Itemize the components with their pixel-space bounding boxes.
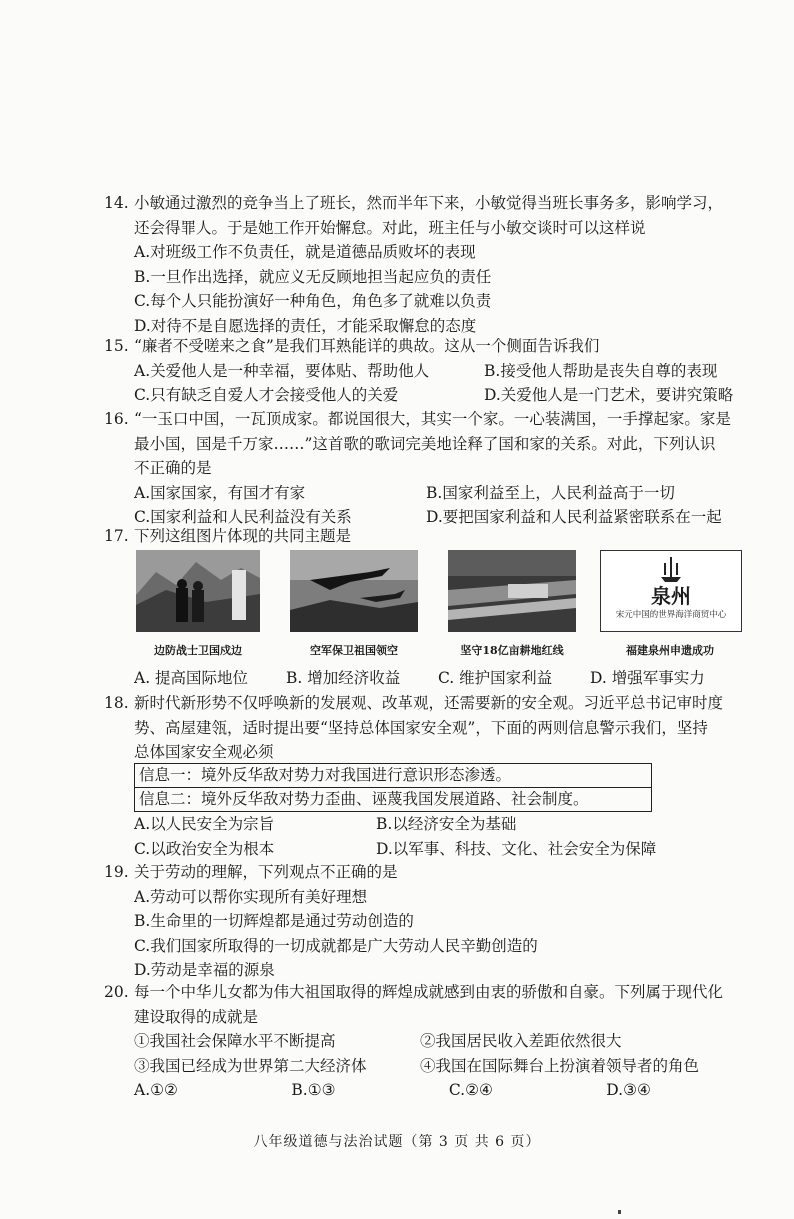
quanzhou-logo-card <box>600 550 742 632</box>
option-a: A.①② <box>134 1081 178 1099</box>
option-b: B.以经济安全为基础 <box>376 815 517 833</box>
question-16 <box>104 407 754 530</box>
option-a: A.关爱他人是一种幸福，要体贴、帮助他人 <box>134 361 430 380</box>
statement-1: ①我国社会保障水平不断提高 <box>134 1032 336 1050</box>
question-18-options <box>104 812 754 861</box>
question-17 <box>104 524 754 549</box>
picture-group <box>130 550 750 665</box>
question-number: 19. <box>104 863 129 881</box>
option-d: D. 增强军事实力 <box>590 669 705 687</box>
options-row <box>134 1078 754 1103</box>
info-one: 信息一：境外反华敌对势力对我国进行意识形态渗透。 <box>139 766 512 784</box>
option-c: C.我们国家所取得的一切成就都是广大劳动人民辛勤创造的 <box>134 936 538 955</box>
option-a: A.国家国家，有国才有家 <box>134 483 306 502</box>
caption-1: 边防战士卫国戍边 <box>154 644 242 657</box>
statements-row <box>134 1054 754 1079</box>
option-d: D.要把国家利益和人民利益紧密联系在一起 <box>426 508 722 526</box>
question-15 <box>104 334 754 408</box>
fighter-jets-photo <box>290 550 418 632</box>
question-stem: 关于劳动的理解，下列观点不正确的是 <box>134 863 398 881</box>
options-row <box>134 481 754 506</box>
question-stem: 新时代新形势不仅呼唤新的发展观、改革观，还需要新的安全观。习近平总书记审时度 <box>134 694 724 712</box>
option-c: C. 维护国家利益 <box>438 669 553 687</box>
option-b: B.接受他人帮助是丧失自尊的表现 <box>484 361 718 380</box>
option-c: C.以政治安全为根本 <box>134 839 275 858</box>
option-d: D.劳动是幸福的源泉 <box>134 961 275 979</box>
option-a: A.以人民安全为宗旨 <box>134 815 275 833</box>
question-number: 16. <box>104 410 129 428</box>
question-stem: 每一个中华儿女都为伟大祖国取得的辉煌成就感到由衷的骄傲和自豪。下列属于现代化 <box>134 983 724 1001</box>
question-stem: “一玉口中国，一瓦顶成家。都说国很大，其实一个家。一心装满国，一手撑起家。家是 <box>134 410 731 428</box>
option-a: A.对班级工作不负责任，就是道德品质败坏的表现 <box>134 243 476 261</box>
logo-title: 泉州 <box>651 584 691 608</box>
question-number: 14. <box>104 194 129 212</box>
question-19 <box>104 860 754 983</box>
statement-4: ④我国在国际舞台上扮演着领导者的角色 <box>420 1056 700 1075</box>
logo-subtitle: 宋元中国的世界海洋商贸中心 <box>615 610 727 620</box>
question-stem: 最小国，国是千万家……”这首歌的歌词完美地诠释了国和家的关系。对此，下列认识 <box>134 434 716 453</box>
question-stem: 小敏通过激烈的竞争当上了班长，然而半年下来，小敏觉得当班长事务多，影响学习， <box>134 194 724 212</box>
caption-3: 坚守18亿亩耕地红线 <box>460 644 564 657</box>
farmland-photo <box>448 550 576 632</box>
option-b: B. 增加经济收益 <box>286 669 401 687</box>
option-b: B.①③ <box>291 1081 336 1099</box>
question-stem: 还会得罪人。于是她工作开始懈怠。对此，班主任与小敏交谈时可以这样说 <box>134 218 646 237</box>
statements-row <box>134 1029 754 1054</box>
option-b: B.国家利益至上，人民利益高于一切 <box>426 483 675 502</box>
question-14 <box>104 191 754 338</box>
question-number: 18. <box>104 694 129 712</box>
info-box <box>134 763 652 812</box>
options-row <box>134 666 754 691</box>
question-stem: 总体国家安全观必须 <box>134 743 274 761</box>
option-c: C.每个人只能扮演好一种角色，角色多了就难以负责 <box>134 292 492 310</box>
page-footer: 八年级道德与法治试题（第 3 页 共 6 页） <box>253 1134 541 1150</box>
option-a: A.劳动可以帮你实现所有美好理想 <box>134 887 368 906</box>
option-c: C.只有缺乏自爱人才会接受他人的关爱 <box>134 386 399 404</box>
caption-4: 福建泉州申遗成功 <box>626 644 714 657</box>
question-stem: 下列这组图片体现的共同主题是 <box>134 527 352 545</box>
scan-speck <box>618 1210 621 1214</box>
question-number: 17. <box>104 527 129 545</box>
statement-3: ③我国已经成为世界第二大经济体 <box>134 1056 367 1075</box>
option-c: C.②④ <box>448 1081 493 1099</box>
option-d: D.以军事、科技、文化、社会安全为保障 <box>376 839 657 858</box>
option-b: B.一旦作出选择，就应义无反顾地担当起应负的责任 <box>134 267 492 286</box>
info-two: 信息二：境外反华敌对势力歪曲、诬蔑我国发展道路、社会制度。 <box>135 787 651 811</box>
question-stem: “廉者不受嗟来之食”是我们耳熟能详的典故。这从一个侧面告诉我们 <box>134 337 600 355</box>
border-soldiers-photo <box>136 550 260 632</box>
statement-2: ②我国居民收入差距依然很大 <box>420 1032 622 1050</box>
question-stem: 建设取得的成就是 <box>134 1007 259 1026</box>
caption-2: 空军保卫祖国领空 <box>310 644 398 657</box>
options-row <box>134 359 754 384</box>
option-c: C.国家利益和人民利益没有关系 <box>134 508 352 526</box>
options-row <box>134 383 754 408</box>
question-stem: 势、高屋建瓴，适时提出要“坚持总体国家安全观”，下面的两则信息警示我们，坚持 <box>134 718 708 737</box>
option-d: D.③④ <box>606 1081 651 1099</box>
question-stem: 不正确的是 <box>134 459 212 477</box>
option-d: D.关爱他人是一门艺术，要讲究策略 <box>484 386 734 404</box>
ship-logo-icon <box>601 551 741 585</box>
question-number: 15. <box>104 337 129 355</box>
option-a: A. 提高国际地位 <box>134 669 249 687</box>
question-number: 20. <box>104 983 129 1001</box>
question-20 <box>104 980 754 1103</box>
question-17-options <box>104 666 754 691</box>
options-row <box>134 812 754 837</box>
options-row <box>134 837 754 862</box>
question-18 <box>104 691 754 765</box>
option-d: D.对待不是自愿选择的责任，才能采取懈怠的态度 <box>134 316 477 335</box>
option-b: B.生命里的一切辉煌都是通过劳动创造的 <box>134 912 414 930</box>
